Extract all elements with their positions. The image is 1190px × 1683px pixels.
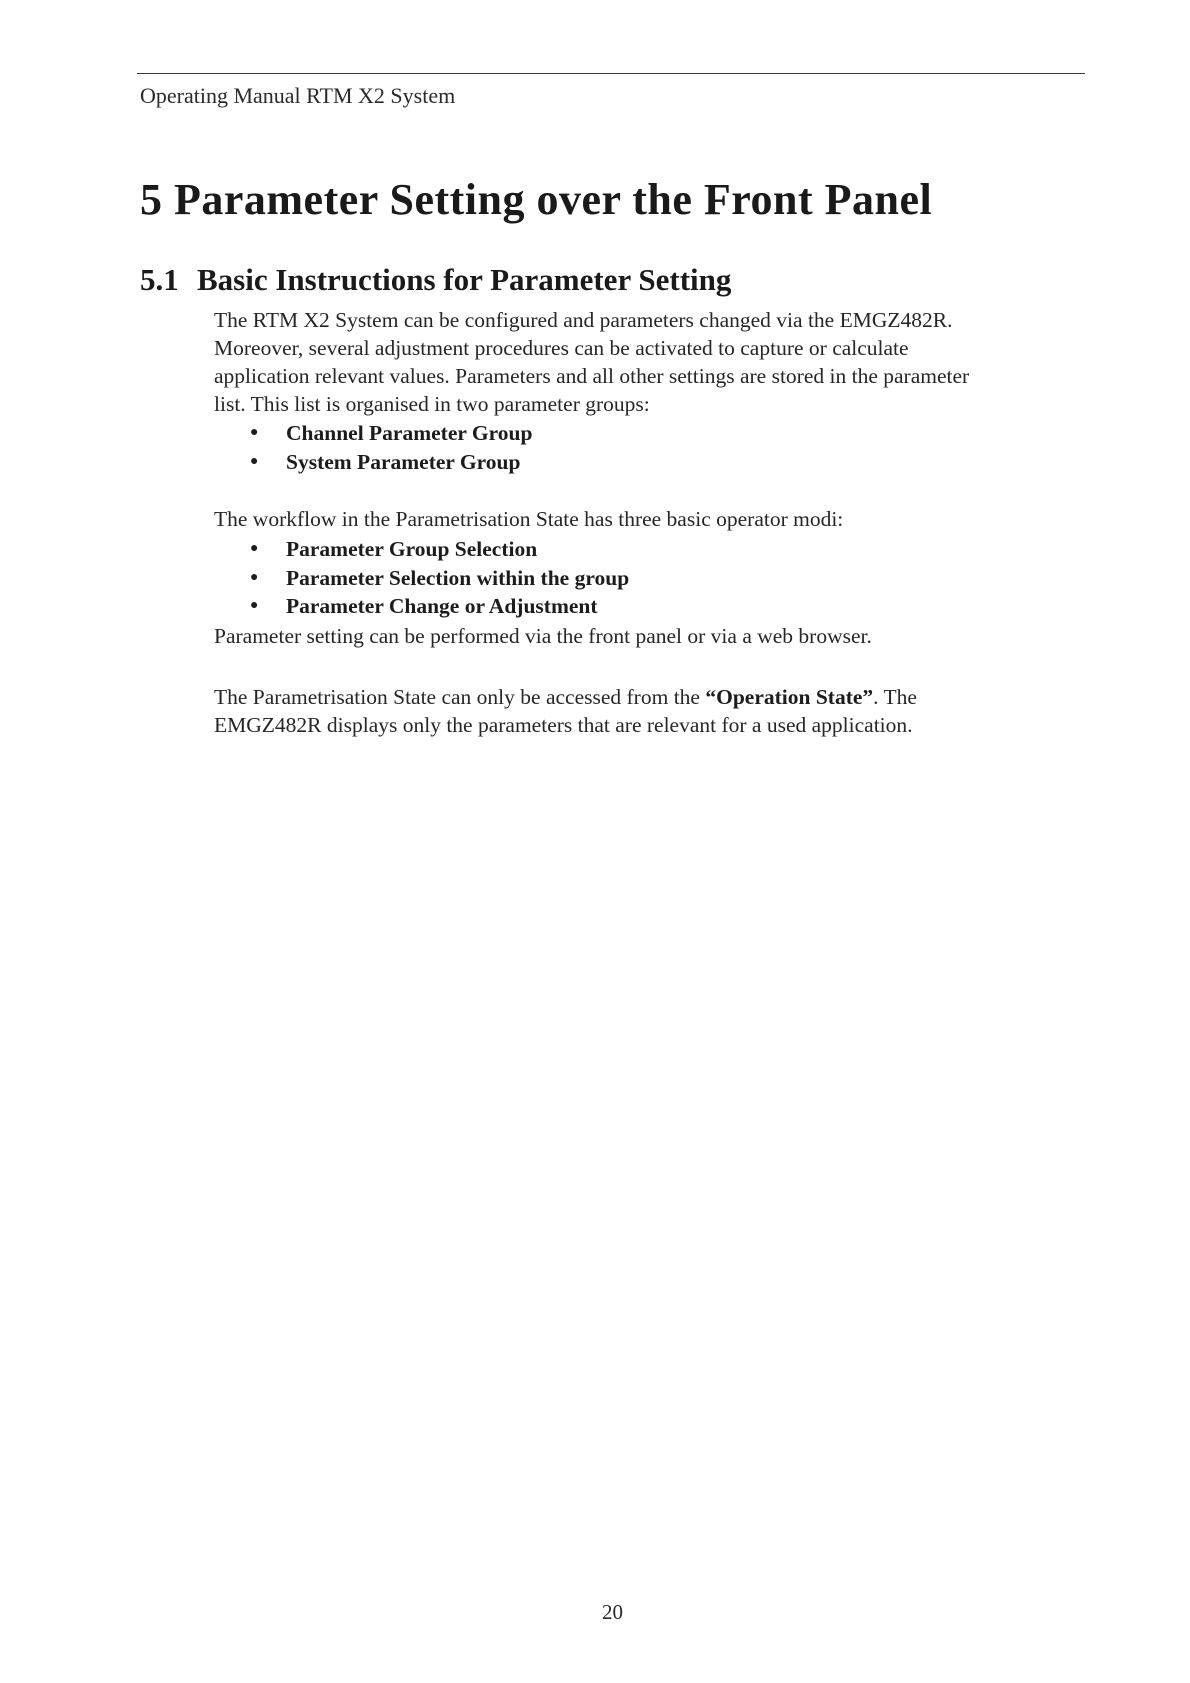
list-item-label: Parameter Group Selection — [286, 537, 538, 561]
intro-line: application relevant values. Parameters and all other settings are stored in the parameter — [214, 364, 970, 388]
workflow-intro — [214, 505, 1094, 533]
section-number: 5.1 — [140, 262, 179, 297]
page-number: 20 — [602, 1600, 623, 1624]
intro-line: Moreover, several adjustment procedures can be activated to capture or calculate — [214, 336, 909, 360]
list-item-label: Parameter Change or Adjustment — [286, 594, 598, 618]
bullet-icon: ● — [250, 425, 259, 440]
access-text-after: . The — [873, 685, 917, 709]
section-title-text: Basic Instructions for Parameter Setting — [197, 262, 732, 297]
bullet-icon: ● — [250, 569, 259, 585]
section-title — [140, 262, 731, 298]
access-line-2: EMGZ482R displays only the parameters that are relevant for a used application. — [214, 713, 913, 737]
setting-methods-paragraph — [214, 622, 1094, 650]
list-item-label: Channel Parameter Group — [286, 421, 533, 445]
list-item — [214, 448, 1094, 477]
access-line-1 — [214, 683, 1094, 711]
access-paragraph — [214, 683, 1094, 739]
list-item — [214, 535, 1094, 564]
list-item-label: Parameter Selection within the group — [286, 565, 630, 590]
chapter-title-text: Parameter Setting over the Front Panel — [174, 175, 933, 224]
access-text-before: The Parametrisation State can only be accessed from the — [214, 685, 706, 709]
header-rule — [137, 73, 1085, 74]
chapter-title — [140, 174, 932, 225]
intro-paragraph — [214, 306, 1094, 418]
bullet-icon: ● — [250, 598, 259, 613]
bullet-icon: ● — [250, 541, 259, 556]
list-item-label: System Parameter Group — [286, 449, 521, 474]
workflow-intro-text: The workflow in the Parametrisation State has three basic operator modi: — [214, 507, 844, 531]
intro-line: The RTM X2 System can be configured and parameters changed via the EMGZ482R. — [214, 308, 953, 332]
operation-state-term: “Operation State” — [705, 685, 874, 709]
bullet-icon: ● — [250, 453, 259, 469]
list-item — [214, 564, 1094, 593]
list-item — [214, 419, 1094, 448]
list-item — [214, 592, 1094, 621]
intro-line: list. This list is organised in two parameter groups: — [214, 392, 650, 416]
setting-methods-text: Parameter setting can be performed via the front panel or via a web browser. — [214, 624, 872, 648]
chapter-number: 5 — [140, 175, 163, 224]
parameter-groups-list — [214, 419, 1094, 476]
operator-modi-list — [214, 535, 1094, 621]
running-header: Operating Manual RTM X2 System — [140, 83, 456, 108]
